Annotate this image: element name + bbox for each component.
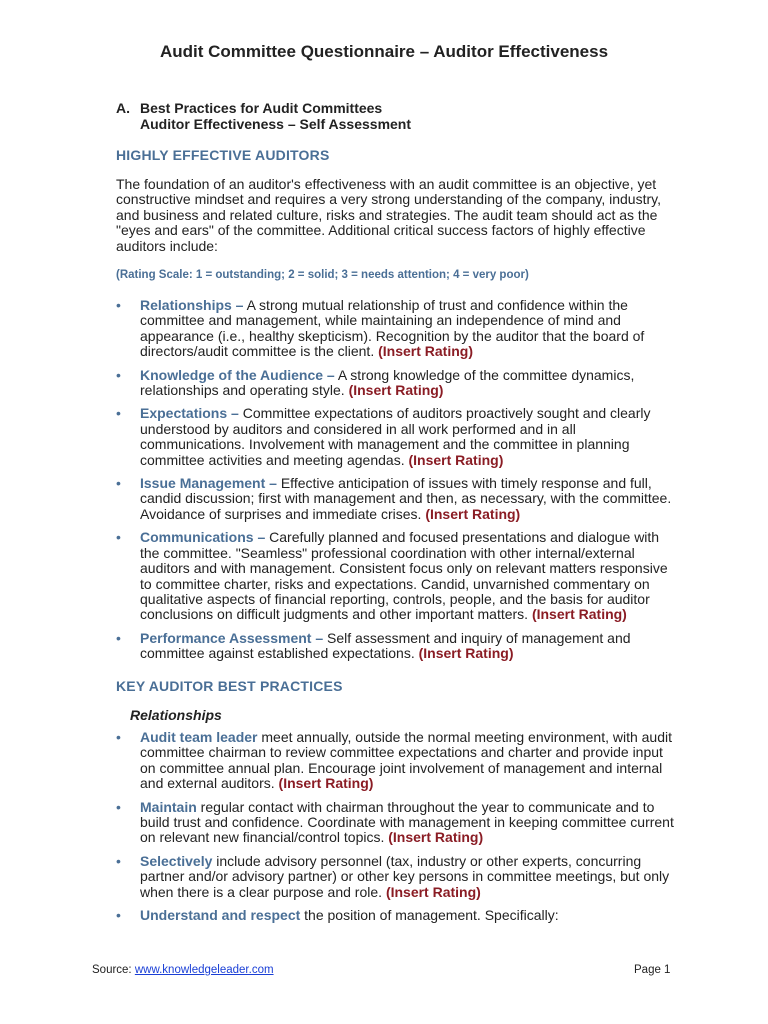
source-link[interactable]: www.knowledgeleader.com <box>134 964 274 976</box>
insert-rating: (Insert Rating) <box>531 606 627 623</box>
item-term: Audit team leader <box>140 729 258 745</box>
list-item <box>116 631 676 662</box>
key-practices-list <box>116 730 676 931</box>
bullet-icon: • <box>116 405 121 422</box>
insert-rating: (Insert Rating) <box>278 775 374 792</box>
page-number: Page 1 <box>634 964 671 976</box>
item-dash: – <box>231 297 244 313</box>
bullet-icon: • <box>116 907 121 924</box>
bullet-icon: • <box>116 729 121 745</box>
item-term: Communications <box>140 529 254 546</box>
section-letter: A. <box>116 100 130 116</box>
list-item <box>116 476 676 522</box>
item-term: Maintain <box>140 798 197 815</box>
item-text: A strong mutual relationship of trust and confidence within the committee and management, while maintaining an independence of mind and appearance (i.e., healthy skepticism). Recognition by the auditor that the board of directors/audit committee is the client. <box>140 297 645 360</box>
bullet-icon: • <box>116 297 121 313</box>
list-item <box>116 908 676 923</box>
bullet-icon: • <box>116 798 121 815</box>
bullet-icon: • <box>116 529 121 546</box>
item-text: Committee expectations of auditors proactively sought and clearly understood by auditors and considered in all work performed and in all communications. Involvement with management and the committee in planning committee activities and meeting agendas. <box>140 405 651 468</box>
list-item <box>116 800 676 846</box>
list-item <box>116 730 676 792</box>
page-title: Audit Committee Questionnaire – Auditor Effectiveness <box>159 42 609 61</box>
item-text: A strong knowledge of the committee dynamics, relationships and operating style. <box>140 366 635 399</box>
key-practices-heading: KEY AUDITOR BEST PRACTICES <box>116 678 343 694</box>
intro-paragraph: The foundation of an auditor's effectiveness with an audit committee is an objective, yet constructive mindset and requires a very strong understanding of the company, industry, and business and related culture, risks and strategies. The audit team should act as the "eyes and ears" of the committee. Additional critical success factors of highly effective auditors include: <box>116 176 661 254</box>
list-item <box>116 854 676 900</box>
bullet-icon: • <box>116 852 121 869</box>
item-dash: – <box>311 629 324 646</box>
rating-scale: (Rating Scale: 1 = outstanding; 2 = solid; 3 = needs attention; 4 = very poor) <box>116 269 529 281</box>
item-dash: – <box>323 366 335 383</box>
highly-effective-heading: HIGHLY EFFECTIVE AUDITORS <box>116 147 330 163</box>
item-term: Selectively <box>140 852 213 869</box>
item-text: include advisory personnel (tax, industry or other experts, concurring partner and/or advisory partner) or other key persons in committee meetings, but only when there is a clear purpose and role. <box>140 852 670 900</box>
item-text: Self assessment and inquiry of management and committee against established expectations. <box>140 629 631 662</box>
insert-rating: (Insert Rating) <box>425 505 521 522</box>
section-a-heading <box>116 100 411 132</box>
insert-rating: (Insert Rating) <box>348 382 444 399</box>
bullet-icon: • <box>116 629 121 646</box>
item-term: Knowledge of the Audience <box>140 366 324 383</box>
item-term: Issue Management <box>140 475 266 492</box>
insert-rating: (Insert Rating) <box>408 451 504 468</box>
section-a-line2: Auditor Effectiveness – Self Assessment <box>140 116 412 132</box>
source-label: Source: <box>92 964 135 976</box>
item-term: Expectations <box>140 405 228 422</box>
insert-rating: (Insert Rating) <box>385 883 481 900</box>
insert-rating: (Insert Rating) <box>378 343 473 360</box>
list-item <box>116 530 676 622</box>
insert-rating: (Insert Rating) <box>388 829 484 846</box>
item-term: Understand and respect <box>140 907 301 924</box>
item-dash: – <box>253 529 266 546</box>
item-text: regular contact with chairman throughout the year to communicate and to build trust and confidence. Coordinate with management in keeping committee current on relevant new financial/control topics. <box>140 798 674 846</box>
item-text: meet annually, outside the normal meeting environment, with audit committee chairman to review committee expectations and charter and provide input on committee annual plan. Encourage joint involvement of management and internal and external auditors. <box>140 729 673 792</box>
item-text: Effective anticipation of issues with timely response and full, candid discussion; first with management and then, as necessary, with the committee. Avoidance of surprises and immediate crises. <box>140 475 672 522</box>
item-term: Relationships <box>140 297 232 313</box>
insert-rating: (Insert Rating) <box>418 645 514 662</box>
list-item <box>116 406 676 468</box>
list-item <box>116 298 676 360</box>
success-factors-list <box>116 298 676 670</box>
relationships-subheading: Relationships <box>130 707 222 723</box>
item-text: the position of management. Specifically: <box>300 907 559 924</box>
item-text: Carefully planned and focused presentations and dialogue with the committee. "Seamless" professional coordination with other internal/external auditors and with management. Consistent focus only on relevant matters responsive to committee charter, risks and expectations. Candid, unvarnished commentary on qualitative aspects of financial reporting, controls, people, and the basis for auditor conclusions on difficult judgments and other important matters. <box>140 529 668 623</box>
item-dash: – <box>227 405 239 422</box>
list-item <box>116 368 676 399</box>
item-dash: – <box>265 475 277 492</box>
item-term: Performance Assessment <box>140 629 312 646</box>
bullet-icon: • <box>116 475 121 492</box>
bullet-icon: • <box>116 366 121 383</box>
section-a-line1: Best Practices for Audit Committees <box>140 100 383 116</box>
footer-source <box>92 964 274 976</box>
